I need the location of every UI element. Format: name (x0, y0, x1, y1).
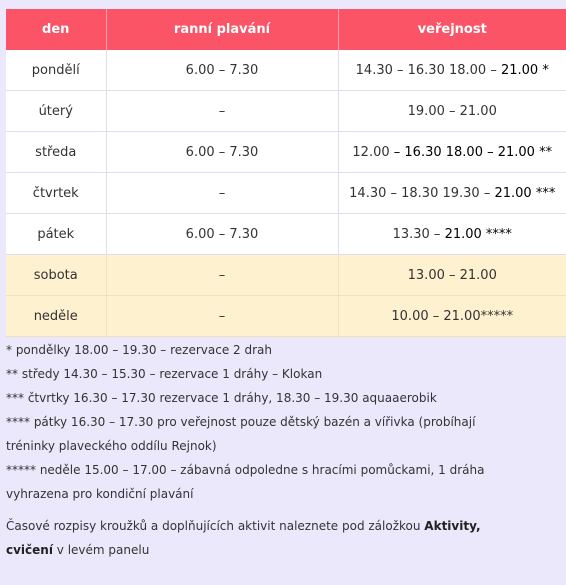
header-morning: ranní plavání (106, 9, 338, 50)
footnote: ** středy 14.30 – 15.30 – rezervace 1 dráhy – Klokan (6, 367, 323, 381)
public-cell (338, 173, 566, 214)
footnote: vyhrazena pro kondiční plavání (6, 487, 194, 501)
public-time: 14.30 – 16.30 18.00 – (355, 62, 501, 78)
footnote: * pondělky 18.00 – 19.30 – rezervace 2 drah (6, 343, 272, 357)
public-cell (338, 91, 566, 132)
public-time: 10.00 – 21.00***** (391, 308, 514, 324)
morning-cell: – (106, 173, 338, 214)
morning-cell: 6.00 – 7.30 (106, 50, 338, 91)
public-time: 19.00 – 21.00 (407, 103, 497, 119)
footnotes (6, 338, 560, 562)
public-cell (338, 132, 566, 173)
footnote: **** pátky 16.30 – 17.30 pro veřejnost pouze dětský bazén a vířivka (probíhají (6, 415, 476, 429)
morning-cell: 6.00 – 7.30 (106, 132, 338, 173)
public-time: 14.30 – 18.30 19.30 – (349, 185, 495, 201)
morning-cell: – (106, 296, 338, 337)
morning-cell: – (106, 255, 338, 296)
table-row (6, 214, 566, 255)
public-cell (338, 50, 566, 91)
day-cell: úterý (6, 91, 106, 132)
activities-note-text: Časové rozpisy kroužků a doplňujících aktivit naleznete pod záložkou (6, 519, 425, 533)
day-cell: pondělí (6, 50, 106, 91)
table-row (6, 91, 566, 132)
table-row (6, 132, 566, 173)
public-time-end: 21.00 *** (494, 185, 556, 201)
header-public: veřejnost (338, 9, 566, 50)
footnote: ***** neděle 15.00 – 17.00 – zábavná odpoledne s hracími pomůckami, 1 dráha (6, 463, 485, 477)
public-cell (338, 296, 566, 337)
footnote: tréninky plaveckého oddílu Rejnok) (6, 439, 217, 453)
public-time-end: – 16.30 18.00 – 21.00 ** (393, 144, 553, 160)
public-time: 13.00 – 21.00 (407, 267, 497, 283)
morning-cell: – (106, 91, 338, 132)
table-header-row (6, 9, 566, 50)
public-cell (338, 255, 566, 296)
public-cell (338, 214, 566, 255)
public-time: 12.00 (352, 144, 394, 160)
exercise-link-text: cvičení (6, 543, 53, 557)
day-cell: čtvrtek (6, 173, 106, 214)
table-row (6, 173, 566, 214)
schedule-table (6, 9, 566, 337)
table-row-weekend (6, 255, 566, 296)
header-day: den (6, 9, 106, 50)
public-time: 13.30 – (392, 226, 445, 242)
day-cell: středa (6, 132, 106, 173)
public-time-end: 21.00 **** (444, 226, 512, 242)
public-time-end: 21.00 * (500, 62, 549, 78)
morning-cell: 6.00 – 7.30 (106, 214, 338, 255)
activities-link-text: Aktivity, (424, 519, 481, 533)
day-cell: sobota (6, 255, 106, 296)
footnote: *** čtvrtky 16.30 – 17.30 rezervace 1 dráhy, 18.30 – 19.30 aquaaerobik (6, 391, 437, 405)
day-cell: neděle (6, 296, 106, 337)
activities-note (6, 514, 560, 562)
activities-note-tail: v levém panelu (52, 543, 150, 557)
day-cell: pátek (6, 214, 106, 255)
table-row (6, 50, 566, 91)
table-row-weekend (6, 296, 566, 337)
